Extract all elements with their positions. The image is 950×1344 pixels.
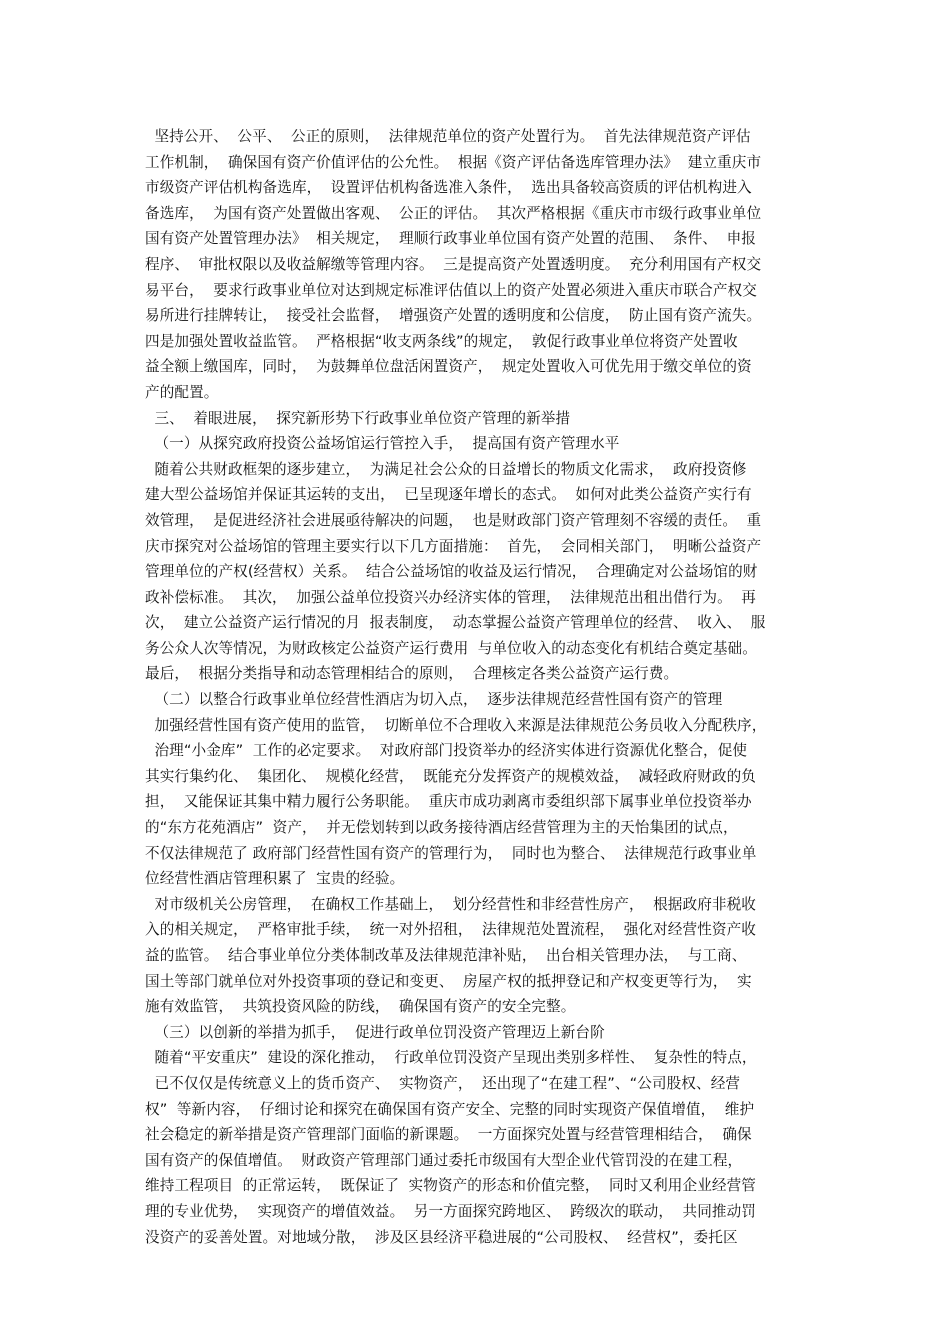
text-line: 施有效监管， 共筑投资风险的防线， 确保国有资产的安全完整。: [145, 998, 576, 1016]
text-line: 次， 建立公益资产运行情况的月 报表制度， 动态掌握公益资产管理单位的经营、 收入、 服: [145, 614, 766, 632]
text-line: 三、 着眼进展， 探究新形势下行政事业单位资产管理的新举措: [145, 409, 571, 427]
document-body-text: [145, 124, 825, 1250]
text-line: 最后， 根据分类指导和动态管理相结合的原则， 合理核定各类公益资产运行费。: [145, 665, 679, 683]
text-line: 程序、 审批权限以及收益解缴等管理内容。 三是提高资产处置透明度。 充分利用国有产权交: [145, 255, 762, 273]
text-line: 政补偿标准。 其次， 加强公益单位投资兴办经济实体的管理， 法律规范出租出借行为。 再: [145, 588, 756, 606]
text-line: 加强经营性国有资产使用的监管， 切断单位不合理收入来源是法律规范公务员收入分配秩序，: [145, 716, 767, 734]
text-line: 建大型公益场馆并保证其运转的支出， 已呈现逐年增长的态式。 如何对此类公益资产实行有: [145, 486, 752, 504]
text-line: 效管理， 是促进经济社会进展亟待解决的问题， 也是财政部门资产管理刻不容缓的责任。 重: [145, 511, 762, 529]
text-line: 社会稳定的新举措是资产管理部门面临的新课题。 一方面探究处置与经营管理相结合， 确保: [145, 1126, 752, 1144]
text-line: 易平台， 要求行政事业单位对达到规定标准评估值以上的资产处置必须进入重庆市联合产权交: [145, 281, 757, 299]
text-line: 没资产的妥善处置。对地域分散， 涉及区县经济平稳进展的“公司股权、 经营权”，委托区: [145, 1228, 738, 1246]
text-line: 工作机制， 确保国有资产价值评估的公允性。 根据《资产评估备选库管理办法》 建立重庆市: [145, 153, 762, 171]
text-line: 易所进行挂牌转让， 接受社会监督， 增强资产处置的透明度和公信度， 防止国有资产流失。: [145, 307, 762, 325]
text-line: 产的配置。: [145, 383, 219, 401]
text-line: 随着“平安重庆” 建设的深化推动， 行政单位罚没资产呈现出类别多样性、 复杂性的特点，: [145, 1049, 757, 1067]
text-line: 庆市探究对公益场馆的管理主要实行以下几方面措施： 首先， 会同相关部门， 明晰公益资产: [145, 537, 762, 555]
text-line: 的“东方花苑酒店” 资产， 并无偿划转到以政务接待酒店经营管理为主的天怡集团的试点，: [145, 819, 738, 837]
text-line: 市级资产评估机构备选库， 设置评估机构备选准入条件， 选出具备较高资质的评估机构进入: [145, 179, 752, 197]
text-line: 随着公共财政框架的逐步建立， 为满足社会公众的日益增长的物质文化需求， 政府投资修: [145, 460, 747, 478]
text-line: 国有资产处置管理办法》 相关规定， 理顺行政事业单位国有资产处置的范围、 条件、 申报: [145, 230, 756, 248]
text-line: （二）以整合行政事业单位经营性酒店为切入点， 逐步法律规范经营性国有资产的管理: [145, 691, 723, 709]
text-line: 不仅法律规范了 政府部门经营性国有资产的管理行为， 同时也为整合、 法律规范行政事业单: [145, 844, 757, 862]
text-line: 坚持公开、 公平、 公正的原则， 法律规范单位的资产处置行为。 首先法律规范资产评估: [145, 128, 751, 145]
text-line: （一）从探究政府投资公益场馆运行管控入手， 提高国有资产管理水平: [145, 435, 620, 453]
text-line: 理的专业优势， 实现资产的增值效益。 另一方面探究跨地区、 跨级次的联动， 共同推动罚: [145, 1202, 756, 1220]
text-line: 国有资产的保值增值。 财政资产管理部门通过委托市级国有大型企业代管罚没的在建工程，: [145, 1151, 743, 1169]
text-line: （三）以创新的举措为抓手， 促进行政单位罚没资产管理迈上新台阶: [145, 1023, 605, 1041]
text-line: 管理单位的产权(经营权）关系。 结合公益场馆的收益及运行情况， 合理确定对公益场馆的财: [145, 563, 758, 581]
text-line: 权” 等新内容， 仔细讨论和探究在确保国有资产安全、完整的同时实现资产保值增值， 维护: [145, 1100, 755, 1118]
text-line: 位经营性酒店管理积累了 宝贵的经验。: [145, 870, 405, 888]
text-line: 已不仅仅是传统意义上的货币资产、 实物资产， 还出现了“在建工程”、“公司股权、经营: [145, 1074, 741, 1092]
text-line: 担， 又能保证其集中精力履行公务职能。 重庆市成功剥离市委组织部下属事业单位投资举办: [145, 793, 752, 811]
text-line: 备选库， 为国有资产处置做出客观、 公正的评估。 其次严格根据《重庆市市级行政事业单位: [145, 204, 762, 222]
text-line: 入的相关规定， 严格审批手续， 统一对外招租， 法律规范处置流程， 强化对经营性资产收: [145, 921, 756, 939]
text-line: 其实行集约化、 集团化、 规模化经营， 既能充分发挥资产的规模效益， 减轻政府财政的负: [145, 767, 756, 785]
text-line: 务公众人次等情况，为财政核定公益资产运行费用 与单位收入的动态变化有机结合奠定基础。: [145, 639, 757, 657]
text-line: 益全额上缴国库，同时， 为鼓舞单位盘活闲置资产， 规定处置收入可优先用于缴交单位的资: [145, 358, 752, 376]
text-line: 四是加强处置收益监管。 严格根据“收支两条线”的规定， 敦促行政事业单位将资产处置收: [145, 332, 738, 350]
text-line: 治理“小金库” 工作的必定要求。 对政府部门投资举办的经济实体进行资源优化整合，促使: [145, 742, 748, 760]
text-line: 益的监管。 结合事业单位分类体制改革及法律规范津补贴， 出台相关管理办法， 与工商、: [145, 947, 747, 964]
text-line: 对市级机关公房管理， 在确权工作基础上， 划分经营性和非经营性房产， 根据政府非税收: [145, 895, 756, 913]
text-line: 国土等部门就单位对外投资事项的登记和变更、 房屋产权的抵押登记和产权变更等行为， 实: [145, 972, 752, 990]
text-line: 维持工程项目 的正常运转， 既保证了 实物资产的形态和价值完整， 同时又利用企业经营管: [145, 1177, 756, 1195]
